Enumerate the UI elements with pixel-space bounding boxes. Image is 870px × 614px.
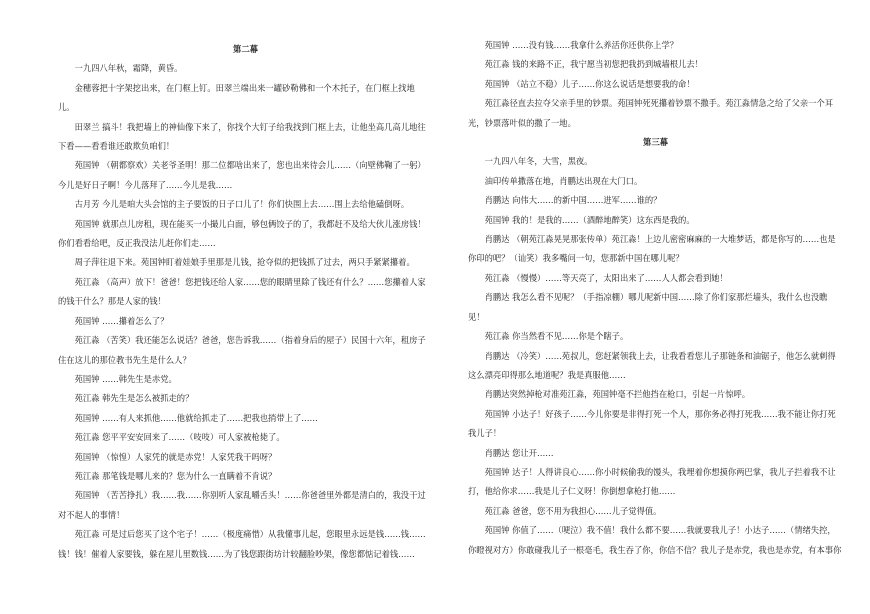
right-paragraph: 肖鹏达突然掉枪对准苑江淼，苑国钟毫不拦他挡在枪口，引起一片惊呼。 — [484, 389, 751, 400]
left-paragraph: 苑国钟 ……攥着怎么了？ — [74, 315, 169, 326]
right-paragraph: 苑国钟 我的！是我的……（酒醉地醉笑）这东西是我的。 — [484, 214, 695, 225]
right-paragraph: 肖鹏达 向伟大……的新中国……进军……谁的？ — [484, 195, 662, 206]
right-paragraph: 苑江淼径直去拉夺父亲手里的钞票。苑国钟死死攥着钞票不撒手。苑江淼情急之给了父亲一个耳光，钞票落叶似的撒了一地。 — [468, 98, 834, 128]
left-column — [58, 40, 433, 564]
right-paragraph: 苑国钟 （站立不稳）儿子……你这么说话是想要我的命！ — [484, 78, 695, 89]
left-paragraph: 儿。 — [58, 102, 75, 113]
left-paragraph: 周子萍往退下来。苑国钟盯着娃娘手里那是儿钱，抢夺似的把钱抓了过去，两只手紧紧攥着。 — [74, 257, 415, 268]
left-paragraph: 苑江淼 韩先生是怎么被抓走的？ — [74, 393, 194, 404]
right-paragraph: 肖鹏达 您让开…… — [484, 447, 554, 458]
left-paragraph: 金穗蓉把十字架挖出来，在门框上钉。田翠兰端出来一罐砂勒佛和一个木托子，在门框上找地 — [74, 82, 415, 93]
left-paragraph: 苑江淼 （高声）放下！爸爸！您把钱还给人家……您的眼睛里除了钱还有什么？……您攥着人家的钱干什么？那是人家的钱！ — [58, 276, 426, 307]
left-paragraph: 苑国钟 就那点儿房租，现在能买一小撮儿白面，够包俩饺子的了，我都赶不及给大伙儿涨房钱！你们看看给吧，反正我没法儿赶你们走…… — [58, 218, 426, 249]
left-paragraph: 古月芳 今儿是咱大头会馆的主子要饭的日子口儿了！你们快围上去……围上去给他磕倒呀。 — [74, 199, 410, 210]
right-paragraph: 苑国钟 小达子！好孩子……今儿你要是非得打死一个人，那你务必得打死我……我不能让你打死我儿子！ — [468, 408, 836, 439]
left-paragraph: 苑国钟 ……韩先生是赤党。 — [74, 373, 177, 384]
right-paragraph: 苑江淼 钱的来路不正，我宁愿当初您把我扔到城墙根儿去！ — [484, 59, 703, 70]
left-paragraph: 苑江淼 可是过后您买了这个宅子！……（极度痛惜）从我懂事儿起，您眼里永远是钱……钱……钱！钱！催着人家要钱，躲在屋儿里数钱……为了钱您跟街坊计较翻脸吵架，像您都惦记着钱…… — [58, 529, 426, 559]
left-paragraph: 苑国钟 （惊惶）人家凭的就是赤党！人家凭我干吗呀？ — [74, 451, 277, 462]
act-two-heading: 第二幕 — [233, 44, 258, 54]
right-paragraph: 油印传单撒落在地，肖鹏达出现在大门口。 — [484, 175, 643, 186]
right-paragraph: 肖鹏达 （朝苑江淼晃晃那张传单）苑江淼！上边儿密密麻麻的一大堆梦话，都是你写的……也是你印的吧？（讪笑）我多嘴问一句，您那新中国在哪儿呢？ — [468, 234, 836, 264]
right-paragraph: 苑国钟 ……没有钱……我拿什么养活你还供你上学？ — [484, 40, 679, 50]
left-paragraph: 田翠兰 搞斗！我把墙上的神仙像下来了，你找个大钉子给我找到门框上去，让他坐高几高儿地往下看——看看谁还敢欺负咱们！ — [58, 121, 426, 152]
left-paragraph: 苑国钟 （苦苦挣扎）我……我……你别听人家乱嚼舌头！……你爸爸里外都是清白的，我没干过对不起人的事情！ — [58, 490, 426, 520]
left-paragraph: 一九四八年秋，霜降，黄昏。 — [74, 63, 183, 74]
right-paragraph: 苑国钟 你值了……（哽泣）我不值！我什么都不要……我就要我儿子！小达子……（情绪失控，你瞪视对方）你敢碰我儿子一根毫毛，我生吞了你，你信不信？我儿子是赤党，我也是赤党，有本事你 — [468, 525, 842, 555]
act-three-heading: 第三幕 — [643, 137, 668, 148]
right-paragraph: 肖鹏达 我怎么看不见呢？（手指凉棚）哪儿呢新中国……除了你们家那烂墙头，我什么也没瞧见！ — [468, 292, 828, 322]
right-paragraph: 苑江淼 （慢慢）……等天亮了，太阳出来了……人人都会看到她！ — [484, 272, 728, 283]
right-paragraph: 苑江淼 爸爸，您不用为我担心……儿子觉得值。 — [484, 505, 662, 516]
right-paragraph: 苑江淼 你当然看不见……你是个瞎子。 — [484, 331, 629, 342]
right-column — [468, 36, 843, 560]
right-paragraph: 苑国钟 达子！人得讲良心……你小时候偷我的馒头，我埋着你想摸你两巴掌，我儿子拦着我不让打，他给你求……我是儿子仁义呀！你倒想拿枪打他…… — [468, 466, 836, 497]
right-paragraph: 一九四八年冬，大雪，黑夜。 — [484, 156, 593, 167]
right-paragraph: 肖鹏达 （冷笑）……苑叔儿，您赶紧领我上去，让我看看您儿子那链条和油锯子，他怎么就刺得这么漂亮印得那么地道呢？我是真服他…… — [468, 350, 836, 380]
left-paragraph: 苑国钟 （朝都察欢）关老爷圣明！那二位都啥出来了，您也出来待会儿……（向壁佛鞠了一躬）今儿是好日子啊！今儿落拜了……今儿是我…… — [58, 160, 426, 190]
left-paragraph: 苑江淼 那笔钱是哪儿来的？您为什么一直瞒着不肯说？ — [74, 470, 277, 481]
left-paragraph: 苑江淼 您平平安安回来了……（吱吱）可人家被枪毙了。 — [74, 432, 285, 443]
left-paragraph: 苑江淼 （苦笑）我还能怎么说话？爸爸，您告诉我……（指着身后的屋子）民国十六年，租房子住在这儿的那位教书先生是什么人？ — [58, 335, 426, 365]
left-paragraph: 苑国钟 ……有人来抓他……他就给抓走了……把我也捎带上了…… — [74, 412, 318, 423]
